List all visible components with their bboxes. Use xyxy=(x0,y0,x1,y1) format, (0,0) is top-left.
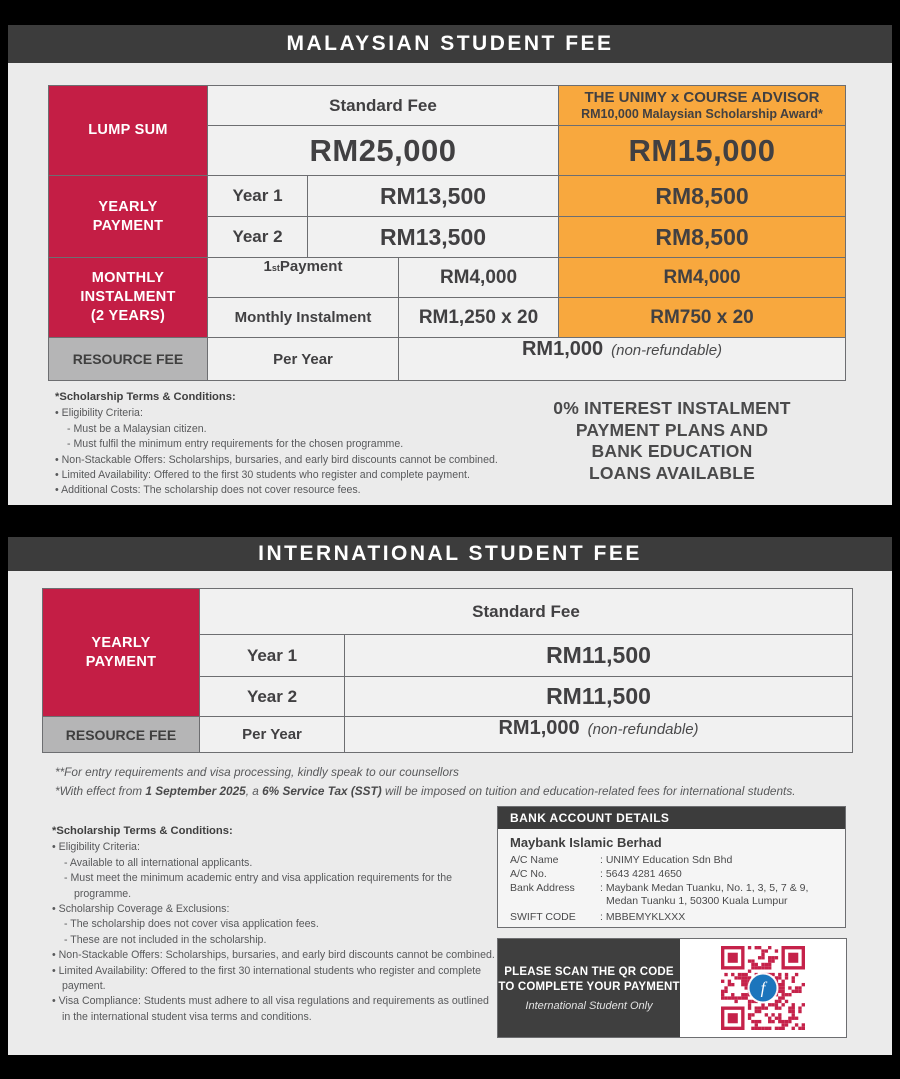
terms-heading: *Scholarship Terms & Conditions: xyxy=(55,391,236,403)
year1-scholarship-value: RM8,500 xyxy=(559,176,846,217)
terms-item: - Must fulfil the minimum entry requirements for the chosen programme. xyxy=(67,438,404,451)
intl-resource-fee-value: RM1,000 (non-refundable) xyxy=(345,717,853,753)
note-counsellors: **For entry requirements and visa processing, kindly speak to our counsellors xyxy=(55,765,459,779)
yearly-payment-label: YEARLY PAYMENT xyxy=(49,176,208,258)
year2-scholarship-value: RM8,500 xyxy=(559,217,846,258)
terms-item: • Non-Stackable Offers: Scholarships, bursaries, and early bird discounts cannot be combined. xyxy=(52,949,495,962)
terms-item: • Additional Costs: The scholarship does not cover resource fees. xyxy=(55,484,361,497)
resource-fee-period: Per Year xyxy=(208,338,399,381)
international-title-bar xyxy=(8,537,892,571)
terms-item: • Eligibility Criteria: xyxy=(52,841,140,854)
year1-label: Year 1 xyxy=(208,176,308,217)
resource-fee-label: RESOURCE FEE xyxy=(49,338,208,381)
year2-standard-value: RM13,500 xyxy=(308,217,559,258)
malaysian-scholarship-terms xyxy=(55,390,557,499)
intl-standard-fee-header: Standard Fee xyxy=(200,589,853,635)
lump-sum-scholarship-value: RM15,000 xyxy=(559,126,846,176)
bank-row-ac-no: A/C No. : 5643 4281 4650 xyxy=(510,867,682,880)
monthly-instalment-scholarship-value: RM750 x 20 xyxy=(559,298,846,338)
terms-item: • Limited Availability: Offered to the first 30 international students who register and complete payment. xyxy=(52,964,482,993)
intl-resource-fee-period: Per Year xyxy=(200,717,345,753)
international-scholarship-terms xyxy=(52,824,500,1025)
intl-year2-value: RM11,500 xyxy=(345,677,853,717)
note-sst: *With effect from 1 September 2025, a 6% Service Tax (SST) will be imposed on tuition and education-related fees for international students. xyxy=(55,783,796,798)
terms-heading: *Scholarship Terms & Conditions: xyxy=(52,825,233,837)
bank-row-swift: SWIFT CODE : MBBEMYKLXXX xyxy=(510,911,686,924)
bank-name: Maybank Islamic Berhad xyxy=(510,835,662,850)
intl-resource-fee-label: RESOURCE FEE xyxy=(43,717,200,753)
terms-item: - Available to all international applicants. xyxy=(64,856,253,869)
lump-sum-label: LUMP SUM xyxy=(49,86,208,176)
bank-row-ac-name: A/C Name : UNIMY Education Sdn Bhd xyxy=(510,854,733,866)
resource-fee-value: RM1,000 (non-refundable) xyxy=(399,338,846,381)
terms-item: - Must be a Malaysian citizen. xyxy=(67,422,207,435)
malaysian-title-bar xyxy=(8,25,892,63)
qr-payment-box xyxy=(497,938,847,1038)
terms-item: • Non-Stackable Offers: Scholarships, bursaries, and early bird discounts cannot be combined. xyxy=(55,453,498,466)
international-fee-table xyxy=(42,588,853,753)
terms-item: • Scholarship Coverage & Exclusions: xyxy=(52,903,230,916)
international-notes xyxy=(55,763,885,800)
first-payment-scholarship-value: RM4,000 xyxy=(559,258,846,298)
terms-item: • Visa Compliance: Students must adhere to all visa regulations and requirements as outlined in the international student visa terms and conditions. xyxy=(52,995,489,1023)
monthly-instalment-label: MONTHLY INSTALMENT (2 YEARS) xyxy=(49,258,208,338)
qr-code-area xyxy=(680,939,846,1037)
year2-label: Year 2 xyxy=(208,217,308,258)
terms-item: - The scholarship does not cover visa application fees. xyxy=(64,918,319,931)
malaysian-fee-table xyxy=(48,85,846,381)
qr-center-logo-icon: f xyxy=(750,975,777,1002)
intl-yearly-payment-label: YEARLY PAYMENT xyxy=(43,589,200,717)
standard-fee-header: Standard Fee xyxy=(208,86,559,126)
intl-year2-label: Year 2 xyxy=(200,677,345,717)
monthly-instalment-period-label: Monthly Instalment xyxy=(208,298,399,338)
terms-item: • Eligibility Criteria: xyxy=(55,407,143,420)
scholarship-header: THE UNIMY x COURSE ADVISOR RM10,000 Malaysian Scholarship Award* xyxy=(559,86,846,126)
year1-standard-value: RM13,500 xyxy=(308,176,559,217)
first-payment-label: 1 st Payment xyxy=(208,258,399,298)
monthly-instalment-standard-value: RM1,250 x 20 xyxy=(399,298,559,338)
intl-year1-label: Year 1 xyxy=(200,635,345,677)
instalment-promo-text: 0% INTEREST INSTALMENT PAYMENT PLANS AND BANK EDUCATION LOANS AVAILABLE xyxy=(553,398,791,483)
bank-row-address: Bank Address : Maybank Medan Tuanku, No. 1, 3, 5, 7 & 9, xyxy=(510,881,809,894)
qr-instruction-panel: PLEASE SCAN THE QR CODE TO COMPLETE YOUR PAYMENT International Student Only xyxy=(498,939,680,1037)
bank-row-address-line2: Medan Tuanku 1, 50300 Kuala Lumpur xyxy=(606,895,788,908)
malaysian-title: MALAYSIAN STUDENT FEE xyxy=(286,32,614,55)
first-payment-standard-value: RM4,000 xyxy=(399,258,559,298)
terms-item: - Must meet the minimum academic entry and visa application requirements for the programme. xyxy=(64,872,453,900)
terms-item: • Limited Availability: Offered to the first 30 students who register and complete payment. xyxy=(55,469,470,482)
terms-item: - These are not included in the scholarship. xyxy=(64,933,267,946)
bank-account-details-box xyxy=(497,806,846,928)
international-title: INTERNATIONAL STUDENT FEE xyxy=(258,542,642,565)
intl-year1-value: RM11,500 xyxy=(345,635,853,677)
lump-sum-standard-value: RM25,000 xyxy=(208,126,559,176)
bank-box-title: BANK ACCOUNT DETAILS xyxy=(498,807,845,829)
